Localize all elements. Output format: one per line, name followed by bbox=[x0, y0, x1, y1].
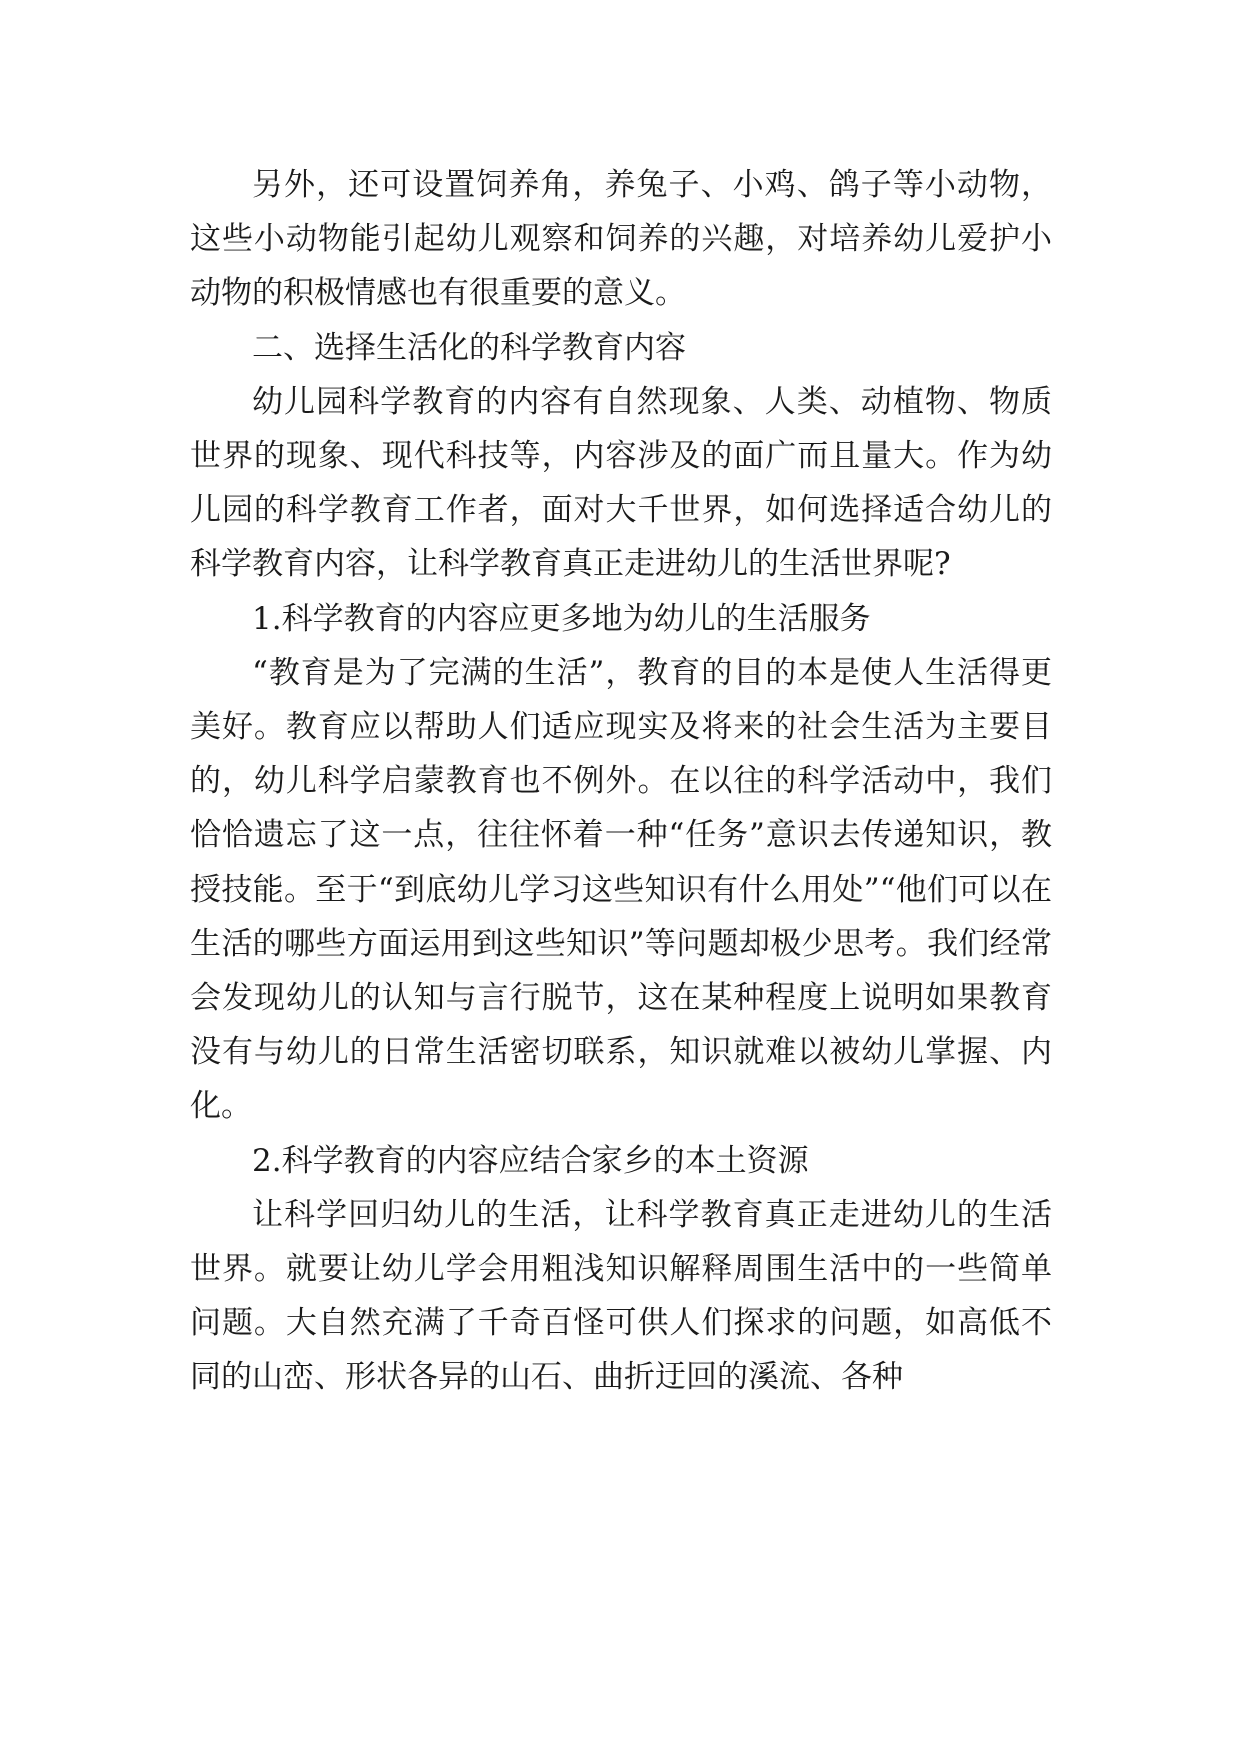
document-body bbox=[190, 158, 1052, 1405]
subheading-1: 1.科学教育的内容应更多地为幼儿的生活服务 bbox=[252, 600, 871, 637]
paragraph-local-resources: 让科学回归幼儿的生活，让科学教育真正走进幼儿的生活世界。就要让幼儿学会用粗浅知识解释周围生活中的一些简单问题。大自然充满了千奇百怪可供人们探求的问题，如高低不同的山峦、形状各异的山石、曲折迂回的溪流、各种 bbox=[190, 1196, 1052, 1396]
paragraph-education-for-life: “教育是为了完满的生活”，教育的目的本是使人生活得更美好。教育应以帮助人们适应现实及将来的社会生活为主要目的，幼儿科学启蒙教育也不例外。在以往的科学活动中，我们恰恰遗忘了这一点，往往怀着一种“任务”意识去传递知识，教授技能。至于“到底幼儿学习这些知识有什么用处”“他们可以在生活的哪些方面运用到这些知识”等问题却极少思考。我们经常会发现幼儿的认知与言行脱节，这在某种程度上说明如果教育没有与幼儿的日常生活密切联系，知识就难以被幼儿掌握、内化。 bbox=[190, 654, 1052, 1125]
paragraph-feeding-corner: 另外，还可设置饲养角，养兔子、小鸡、鸽子等小动物，这些小动物能引起幼儿观察和饲养的兴趣，对培养幼儿爱护小动物的积极情感也有很重要的意义。 bbox=[190, 167, 1052, 312]
subheading-2: 2.科学教育的内容应结合家乡的本土资源 bbox=[252, 1142, 809, 1179]
paragraph-science-content: 幼儿园科学教育的内容有自然现象、人类、动植物、物质世界的现象、现代科技等，内容涉及的面广而且量大。作为幼儿园的科学教育工作者，面对大千世界，如何选择适合幼儿的科学教育内容，让科学教育真正走进幼儿的生活世界呢? bbox=[190, 383, 1052, 583]
section-heading-2: 二、选择生活化的科学教育内容 bbox=[252, 329, 686, 366]
